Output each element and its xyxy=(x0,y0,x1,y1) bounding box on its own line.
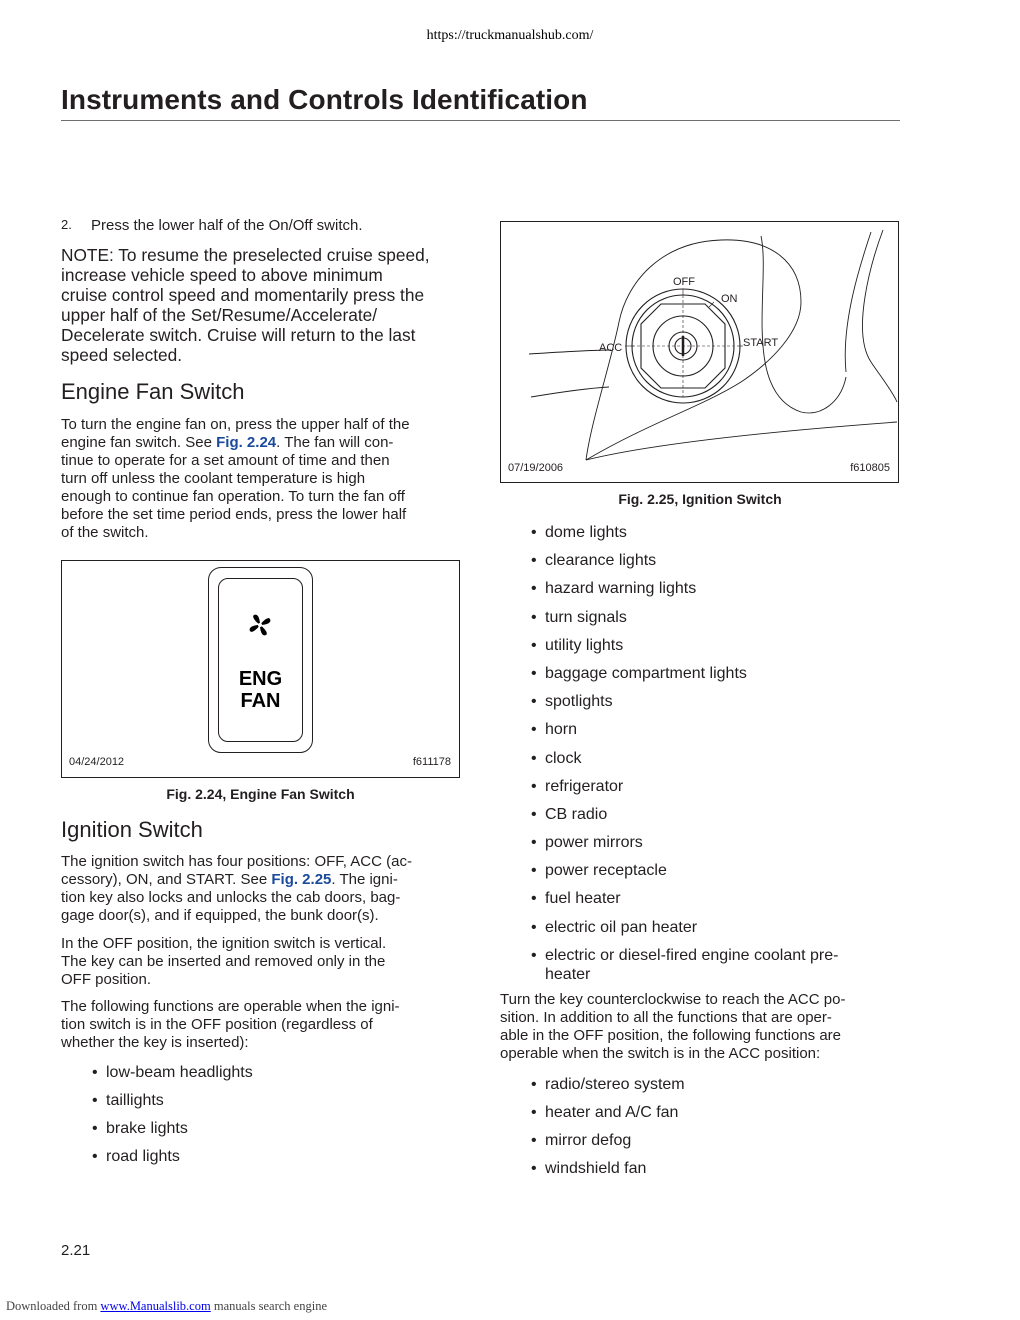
list-item: • power receptacle xyxy=(531,861,896,880)
note-line: NOTE: To resume the preselected cruise speed, xyxy=(61,245,430,265)
switch-label-line: FAN xyxy=(240,690,281,712)
list-item-text: electric or diesel-fired engine coolant pre- xyxy=(545,946,839,964)
list-item: • fuel heater xyxy=(531,889,896,908)
text-line: OFF position. xyxy=(61,971,152,988)
text-line: gage door(s), and if equipped, the bunk door(s). xyxy=(61,907,379,924)
figure-2-24-caption: Fig. 2.24, Engine Fan Switch xyxy=(166,786,355,802)
text-span: cessory), ON, and START. See xyxy=(61,871,272,888)
list-item: • CB radio xyxy=(531,805,896,824)
list-item: • horn xyxy=(531,720,896,739)
manualslib-link[interactable]: www.Manualslib.com xyxy=(100,1299,211,1313)
list-item: • mirror defog xyxy=(531,1131,896,1150)
note-line: increase vehicle speed to above minimum xyxy=(61,265,383,285)
footer-tagline: manuals search engine xyxy=(213,1299,327,1313)
text-span: . The igni- xyxy=(331,871,398,888)
list-item-text: heater xyxy=(545,965,591,983)
ignition-paragraph-3 xyxy=(61,998,460,1052)
list-item xyxy=(531,946,896,984)
text-line: The ignition switch has four positions: OFF, ACC (ac- xyxy=(61,853,412,870)
ignition-heading: Ignition Switch xyxy=(61,817,203,842)
step-number: 2. xyxy=(61,217,72,232)
text-line: enough to continue fan operation. To turn the fan off xyxy=(61,488,405,505)
engine-fan-paragraph xyxy=(61,416,460,542)
off-functions-list xyxy=(92,1063,452,1166)
step-text: Press the lower half of the On/Off switch. xyxy=(91,217,363,234)
list-item: • brake lights xyxy=(92,1119,452,1138)
text-line: able in the OFF position, the following functions are xyxy=(500,1027,842,1044)
list-item: • road lights xyxy=(92,1147,452,1166)
list-item: • windshield fan xyxy=(531,1159,896,1178)
text-line: whether the key is inserted): xyxy=(61,1034,249,1051)
on-position-label: ON xyxy=(721,293,738,305)
figure-2-25-caption: Fig. 2.25, Ignition Switch xyxy=(618,491,782,507)
list-item: • hazard warning lights xyxy=(531,579,896,598)
ignition-paragraph-1 xyxy=(61,853,460,925)
ignition-paragraph-2 xyxy=(61,935,460,989)
start-position-label: START xyxy=(743,337,779,349)
note-line: cruise control speed and momentarily press the xyxy=(61,285,425,305)
source-url: https://truckmanualshub.com/ xyxy=(426,28,594,43)
figure-code: f611178 xyxy=(412,756,451,768)
fig-2-25-link[interactable]: Fig. 2.25 xyxy=(271,871,332,888)
list-item: • dome lights xyxy=(531,523,896,542)
text-line: turn off unless the coolant temperature is high xyxy=(61,470,366,487)
switch-label xyxy=(218,668,303,712)
list-item: • electric oil pan heater xyxy=(531,918,896,937)
list-item: • spotlights xyxy=(531,692,896,711)
figure-2-25 xyxy=(500,221,899,483)
figure-date: 04/24/2012 xyxy=(69,756,125,768)
page-title: Instruments and Controls Identification xyxy=(61,84,588,115)
cruise-note xyxy=(61,245,460,365)
text-line: Turn the key counterclockwise to reach the ACC po- xyxy=(500,991,846,1008)
off-position-label: OFF xyxy=(673,276,695,288)
note-line: upper half of the Set/Resume/Accelerate/ xyxy=(61,305,378,325)
switch-label-line: ENG xyxy=(238,668,283,690)
footer-text: Downloaded from xyxy=(6,1299,98,1313)
acc-paragraph xyxy=(500,991,900,1063)
list-item: • power mirrors xyxy=(531,833,896,852)
figure-code: f610805 xyxy=(850,462,890,474)
text-line: tion switch is in the OFF position (regardless of xyxy=(61,1016,373,1033)
text-line xyxy=(61,434,460,452)
off-functions-list-continued xyxy=(531,523,896,984)
text-line: before the set time period ends, press the lower half xyxy=(61,506,407,523)
list-item: • taillights xyxy=(92,1091,452,1110)
fig-2-24-link[interactable]: Fig. 2.24 xyxy=(216,434,277,451)
note-line: speed selected. xyxy=(61,345,183,365)
list-item: • refrigerator xyxy=(531,777,896,796)
text-line: tinue to operate for a set amount of time and then xyxy=(61,452,390,469)
text-line: In the OFF position, the ignition switch is vertical. xyxy=(61,935,387,952)
acc-position-label: ACC xyxy=(599,342,623,354)
text-line xyxy=(61,871,460,889)
text-line: operable when the switch is in the ACC position: xyxy=(500,1045,821,1062)
figure-2-24 xyxy=(61,560,460,778)
note-line: Decelerate switch. Cruise will return to the last xyxy=(61,325,416,345)
list-item: • turn signals xyxy=(531,608,896,627)
fan-icon xyxy=(248,613,272,637)
figure-date: 07/19/2006 xyxy=(508,462,564,474)
list-item: • utility lights xyxy=(531,636,896,655)
list-item: • baggage compartment lights xyxy=(531,664,896,683)
list-item: • clock xyxy=(531,749,896,768)
list-item: • clearance lights xyxy=(531,551,896,570)
text-line: To turn the engine fan on, press the upper half of the xyxy=(61,416,410,433)
text-span: engine fan switch. See xyxy=(61,434,217,451)
list-item: • radio/stereo system xyxy=(531,1075,896,1094)
switch-rocker xyxy=(218,578,303,742)
text-line: The following functions are operable when the igni- xyxy=(61,998,400,1015)
list-item: • low-beam headlights xyxy=(92,1063,452,1082)
list-item: • heater and A/C fan xyxy=(531,1103,896,1122)
ignition-switch-drawing xyxy=(501,222,898,482)
text-span: . The fan will con- xyxy=(276,434,394,451)
text-line: sition. In addition to all the functions that are oper- xyxy=(500,1009,832,1026)
download-footer xyxy=(6,1299,327,1314)
text-line: of the switch. xyxy=(61,524,149,541)
page-number: 2.21 xyxy=(61,1242,91,1259)
acc-functions-list xyxy=(531,1075,896,1178)
text-line: The key can be inserted and removed only in the xyxy=(61,953,386,970)
engine-fan-heading: Engine Fan Switch xyxy=(61,379,245,404)
title-divider xyxy=(61,120,900,121)
text-line: tion key also locks and unlocks the cab doors, bag- xyxy=(61,889,401,906)
